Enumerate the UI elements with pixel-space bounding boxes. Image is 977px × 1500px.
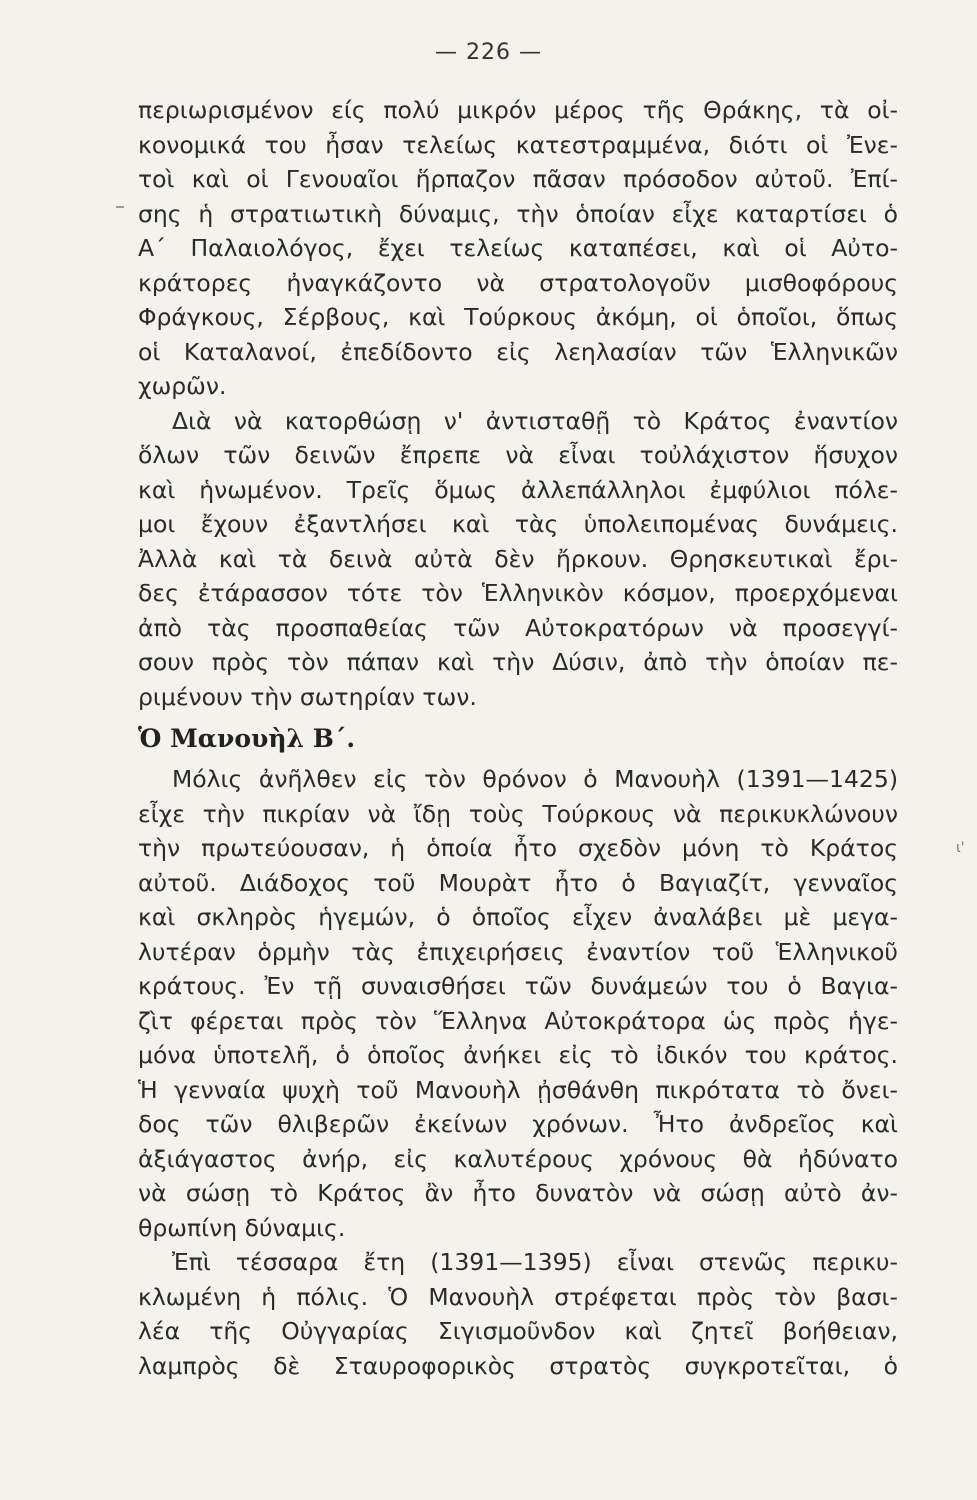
text-line: λυτέραν ὁρμὴν τὰς ἐπιχειρήσεις ἐναντίον τοῦ Ἑλληνικοῦ	[138, 937, 898, 966]
paragraph-4	[138, 1245, 898, 1383]
text-line: καὶ ἡνωμένον. Τρεῖς ὅμως ἀλλεπάλληλοι ἐμφύλιοι πόλε-	[138, 475, 898, 504]
text-line: ἀπὸ τὰς προσπαθείας τῶν Αὐτοκρατόρων νὰ προσεγγί-	[138, 613, 898, 642]
text-line: δες ἐτάρασσον τότε τὸν Ἑλληνικὸν κόσμον, προερχόμεναι	[138, 579, 898, 607]
text-line: τοὶ καὶ οἱ Γενουαῖοι ἥρπαζον πᾶσαν πρόσοδον αὐτοῦ. Ἐπί-	[138, 165, 898, 193]
text-line: τὴν πρωτεύουσαν, ἡ ὁποία ἦτο σχεδὸν μόνη τὸ Κράτος	[138, 834, 898, 862]
margin-dash	[116, 206, 124, 208]
text-line: καὶ σκληρὸς ἡγεμών, ὁ ὁποῖος εἶχεν ἀναλάβει μὲ μεγα-	[138, 903, 898, 931]
text-line: οἱ Καταλανοί, ἐπεδίδοντο εἰς λεηλασίαν τῶν Ἑλληνικῶν	[138, 337, 898, 366]
text-line: μόνα ὑποτελῆ, ὁ ὁποῖος ἀνήκει εἰς τὸ ἰδικόν του κράτος.	[138, 1041, 898, 1069]
text-line: μοι ἔχουν ἐξαντλήσει καὶ τὰς ὑπολειπομένας δυνάμεις.	[138, 510, 898, 538]
text-line: Ἐπὶ τέσσαρα ἔτη (1391—1395) εἶναι στενῶς περικυ-	[172, 1248, 898, 1276]
text-line: Φράγκους, Σέρβους, καὶ Τούρκους ἀκόμη, οἱ ὁποῖοι, ὅπως	[138, 303, 898, 331]
text-line: περιωρισμένον είς πολύ μικρόν μέρος τῆς Θράκης, τὰ οἰ-	[138, 96, 898, 124]
text-line: δος τῶν θλιβερῶν ἐκείνων χρόνων. Ἦτο ἀνδρεῖος καὶ	[138, 1110, 898, 1138]
text-line: αὐτοῦ. Διάδοχος τοῦ Μουρὰτ ἦτο ὁ Βαγιαζίτ, γενναῖος	[138, 868, 898, 897]
margin-mark: ι'	[956, 840, 965, 856]
text-line: εἶχε τὴν πικρίαν νὰ ἴδῃ τοὺς Τούρκους νὰ περικυκλώνουν	[138, 799, 898, 828]
text-line: Μόλις ἀνῆλθεν εἰς τὸν θρόνον ὁ Μανουὴλ (1391—1425)	[172, 765, 898, 793]
text-line: θρωπίνη δύναμις.	[138, 1213, 346, 1242]
text-line: Διὰ νὰ κατορθώσῃ ν' ἀντισταθῇ τὸ Κράτος ἐναντίον	[172, 406, 898, 435]
text-line: Ἡ γενναία ψυχὴ τοῦ Μανουὴλ ᾐσθάνθη πικρότατα τὸ ὄνει-	[138, 1075, 898, 1104]
text-line: Α΄ Παλαιολόγος, ἔχει τελείως καταπέσει, καὶ οἱ Αὐτο-	[138, 234, 898, 262]
paragraph-3	[138, 762, 898, 1245]
text-line: κονομικά του ἦσαν τελείως κατεστραμμένα, διότι οἱ Ἐνε-	[138, 130, 898, 159]
text-line: ριμένουν τὴν σωτηρίαν των.	[138, 682, 477, 711]
text-line: λέα τῆς Οὐγγαρίας Σιγισμοῦνδον καὶ ζητεῖ βοήθειαν,	[138, 1317, 898, 1345]
paragraph-1	[138, 93, 898, 404]
text-line: ζὶτ φέρεται πρὸς τὸν Ἕλληνα Αὐτοκράτορα ὡς πρὸς ἡγε-	[138, 1006, 898, 1035]
text-line: λαμπρὸς δὲ Σταυροφορικὸς στρατὸς συγκροτεῖται, ὁ	[138, 1351, 898, 1380]
text-line: σης ἡ στρατιωτικὴ δύναμις, τὴν ὁποίαν εἶχε καταρτίσει ὁ	[138, 199, 898, 228]
text-line: νὰ σώσῃ τὸ Κράτος ἂν ἦτο δυνατὸν νὰ σώσῃ αὐτὸ ἀν-	[138, 1179, 898, 1207]
text-line: κλωμένη ἡ πόλις. Ὁ Μανουὴλ στρέφεται πρὸς τὸν βασι-	[138, 1282, 898, 1311]
text-line: ὅλων τῶν δεινῶν ἔπρεπε νὰ εἶναι τοὐλάχιστον ἥσυχον	[138, 441, 898, 469]
text-line: ἀξιάγαστος ἀνήρ, εἰς καλυτέρους χρόνους θὰ ἠδύνατο	[138, 1144, 898, 1173]
section-heading: Ὁ Μανουὴλ Β΄.	[138, 724, 356, 753]
text-line: Ἀλλὰ καὶ τὰ δεινὰ αὐτὰ δὲν ἤρκουν. Θρησκευτικαὶ ἔρι-	[138, 544, 898, 573]
text-line: κράτους. Ἐν τῇ συναισθήσει τῶν δυνάμεών του ὁ Βαγια-	[138, 972, 898, 1000]
page-number: — 226 —	[435, 40, 542, 65]
text-line: κράτορες ἠναγκάζοντο νὰ στρατολογοῦν μισθοφόρους	[138, 268, 898, 297]
paragraph-2	[138, 404, 898, 715]
page-text	[138, 93, 898, 1383]
text-line: σουν πρὸς τὸν πάπαν καὶ τὴν Δύσιν, ἀπὸ τὴν ὁποίαν πε-	[138, 648, 898, 676]
text-line: χωρῶν.	[138, 372, 227, 400]
